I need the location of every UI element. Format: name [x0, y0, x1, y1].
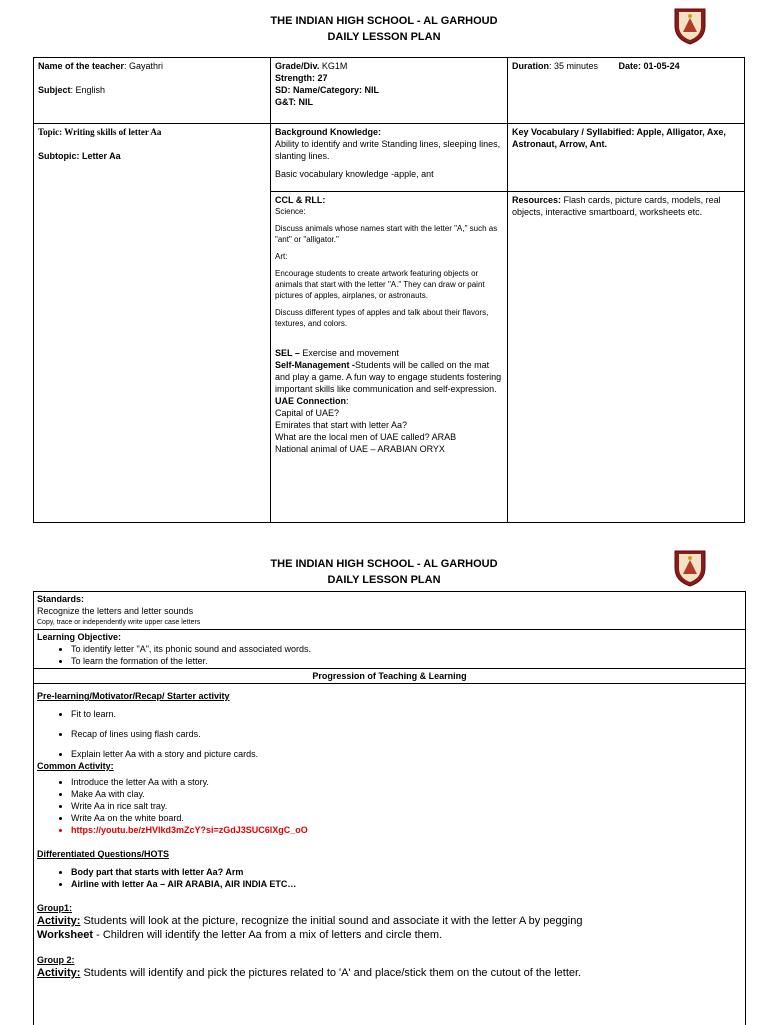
teacher-label: Name of the teacher: [38, 61, 125, 71]
sel-text: Exercise and movement: [299, 348, 399, 358]
prelearning-label: Pre-learning/Motivator/Recap/ Starter activity: [37, 691, 230, 701]
youtube-link[interactable]: • https://youtu.be/zHVlkd3mZcY?si=zGdJ3SUC6lXgC_oO: [71, 824, 742, 836]
date-value: Date: 01-05-24: [618, 61, 680, 71]
school-crest-icon: [673, 548, 707, 588]
apples-text: Discuss different types of apples and talk about their flavors, textures, and colors.: [275, 308, 489, 328]
group1-worksheet: - Children will identify the letter Aa from a mix of letters and circle them.: [93, 929, 443, 941]
resources-label: Resources:: [512, 195, 562, 205]
duration-value: : 35 minutes: [549, 61, 599, 71]
topic: Topic: Writing skills of letter Aa: [38, 127, 162, 137]
school-name-2: THE INDIAN HIGH SCHOOL - AL GARHOUD: [270, 558, 498, 570]
uae-q1: Capital of UAE?: [275, 408, 340, 418]
uae-label: UAE Connection: [275, 396, 346, 406]
hots-item: • Body part that starts with letter Aa? Arm: [71, 866, 742, 878]
common-activity-label: Common Activity:: [37, 761, 114, 771]
objective-item: • To identify letter "A", its phonic sound and associated words.: [71, 643, 742, 655]
group2-activity: Students will identify and pick the pictures related to 'A' and place/stick them on the cutout of the letter.: [80, 967, 582, 979]
self-management-text: Students will be called on the mat and play a game. A fun way to engage students fostering important skills like communication and self-expression.: [275, 360, 502, 394]
standards-line2: Copy, trace or independently write upper case letters: [37, 619, 201, 626]
common-item: • Introduce the letter Aa with a story.: [71, 776, 742, 788]
sel-label: SEL –: [275, 348, 300, 358]
grade-cell: [271, 58, 508, 124]
resources-text: Flash cards, picture cards, models, real objects, interactive smartboard, worksheets etc.: [512, 195, 721, 217]
background-label: Background Knowledge:: [275, 127, 382, 137]
vocab-cell: [508, 124, 745, 192]
prelearning-item: • Recap of lines using flash cards.: [71, 728, 742, 740]
science-text: Discuss animals whose names start with the letter "A," such as "ant" or "alligator.": [275, 224, 498, 244]
teacher-cell: [34, 58, 271, 124]
duration-cell: [508, 58, 745, 124]
art-label: Art:: [275, 252, 288, 261]
prelearning-item: • Explain letter Aa with a story and picture cards.: [71, 748, 742, 760]
standards-line1: Recognize the letters and letter sounds: [37, 606, 194, 616]
common-item: • Make Aa with clay.: [71, 788, 742, 800]
uae-q4: National animal of UAE – ARABIAN ORYX: [275, 444, 445, 454]
group2-label: Group 2:: [37, 955, 75, 965]
objective-item: • To learn the formation of the letter.: [71, 655, 742, 667]
ccl-cell: [271, 192, 508, 523]
art-text: Encourage students to create artwork featuring objects or animals that start with the letter "A." They can draw or paint pictures of apples, airplanes, or astronauts.: [275, 269, 485, 300]
group2-activity-label: Activity:: [37, 967, 81, 979]
progression-heading: Progression of Teaching & Learning: [34, 669, 745, 684]
standards-section: [34, 592, 745, 630]
resources-cell: [508, 192, 745, 523]
plan-title: DAILY LESSON PLAN: [327, 31, 441, 43]
background-text: Ability to identify and write Standing lines, sleeping lines, slanting lines.: [275, 139, 501, 161]
teacher-name: : Gayathri: [124, 61, 164, 71]
prelearning-item: • Fit to learn.: [71, 708, 742, 720]
common-item: • Write Aa in rice salt tray.: [71, 800, 742, 812]
school-crest-icon: [673, 6, 707, 46]
strength: Strength: 27: [275, 73, 328, 83]
hots-item: • Airline with letter Aa – AIR ARABIA, AIR INDIA ETC…: [71, 878, 742, 890]
gt-value: G&T: NIL: [275, 97, 313, 107]
background-cell: [271, 124, 508, 192]
key-vocabulary: Key Vocabulary / Syllabified: Apple, Alligator, Axe, Astronaut, Arrow, Ant.: [512, 127, 726, 149]
topic-cell: [34, 124, 271, 523]
group1-activity-label: Activity:: [37, 915, 81, 927]
lesson-progression-box: [33, 591, 746, 1025]
school-name: THE INDIAN HIGH SCHOOL - AL GARHOUD: [270, 15, 498, 27]
progression-content: [34, 684, 745, 980]
group1-activity: Students will look at the picture, recognize the initial sound and associate it with the letter A by pegging: [80, 915, 583, 927]
subtopic: Subtopic: Letter Aa: [38, 151, 121, 161]
sd-category: SD: Name/Category: NIL: [275, 85, 380, 95]
duration-label: Duration: [512, 61, 549, 71]
ccl-label: CCL & RLL:: [275, 195, 326, 205]
group1-label: Group1:: [37, 903, 72, 913]
lesson-info-table: [33, 57, 745, 523]
uae-q2: Emirates that start with letter Aa?: [275, 420, 408, 430]
objective-section: [34, 630, 745, 669]
self-management-label: Self-Management -: [275, 360, 356, 370]
common-item: • Write Aa on the white board.: [71, 812, 742, 824]
standards-label: Standards:: [37, 594, 85, 604]
uae-colon: :: [346, 396, 349, 406]
subject-label: Subject: [38, 85, 71, 95]
background-vocab: Basic vocabulary knowledge -apple, ant: [275, 169, 434, 179]
grade-value: KG1M: [319, 61, 348, 71]
plan-title-2: DAILY LESSON PLAN: [327, 574, 441, 586]
objective-label: Learning Objective:: [37, 632, 122, 642]
grade-label: Grade/Div.: [275, 61, 320, 71]
group1-worksheet-label: Worksheet: [37, 929, 94, 941]
uae-q3: What are the local men of UAE called? ARAB: [275, 432, 457, 442]
science-label: Science:: [275, 207, 306, 216]
hots-label: Differentiated Questions/HOTS: [37, 849, 170, 859]
subject-name: : English: [70, 85, 106, 95]
